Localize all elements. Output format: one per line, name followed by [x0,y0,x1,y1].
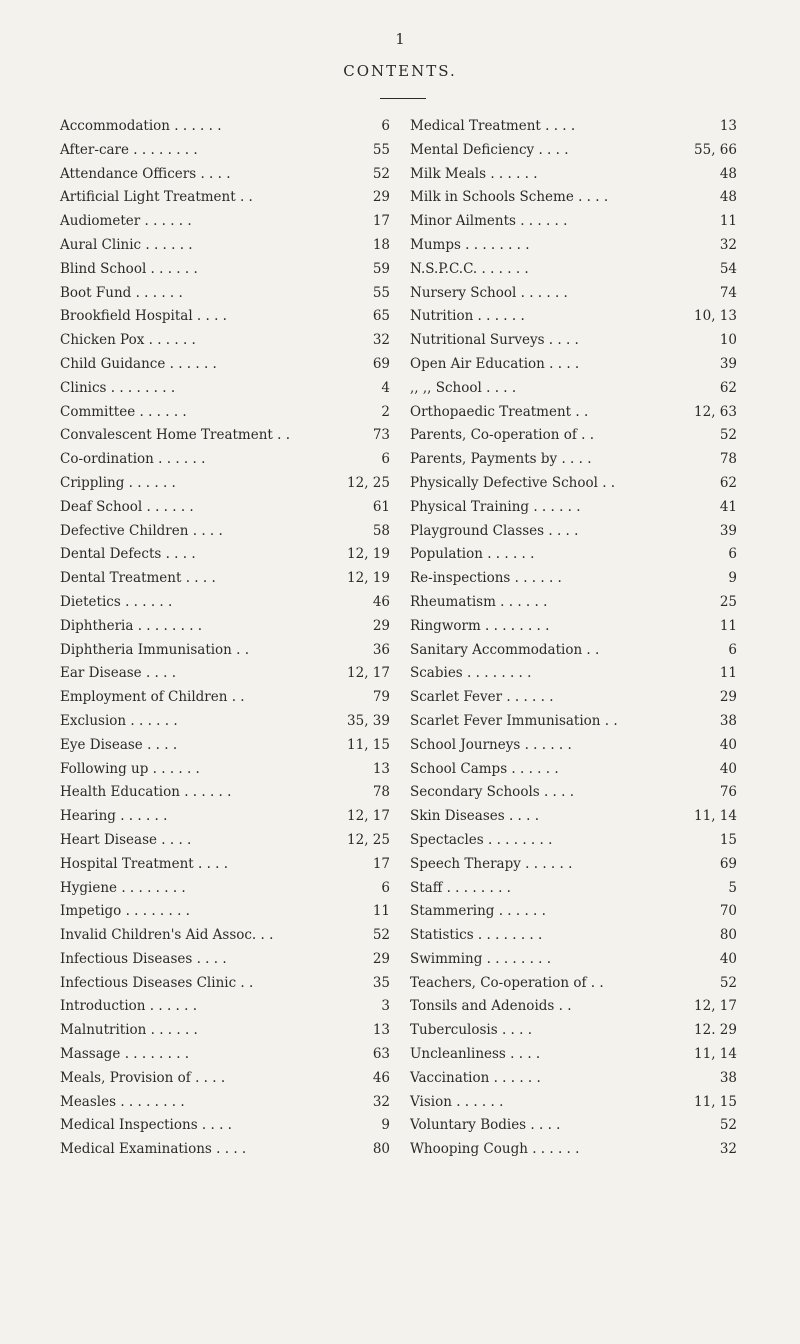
index-entry-page: 9 [381,1117,390,1134]
index-entry [410,1091,737,1115]
index-entry [410,282,737,306]
index-entry [410,234,737,258]
index-column-right [410,115,737,1162]
index-entry [60,1091,390,1115]
index-entry-name: Dental Defects . . . . [60,546,196,563]
index-entry [60,900,390,924]
index-entry-page: 70 [719,903,737,920]
index-entry-page: 11, 15 [347,736,390,753]
index-entry [410,139,737,163]
index-entry [410,258,737,282]
index-entry-page: 54 [719,260,737,277]
index-entry-page: 6 [381,118,390,134]
index-entry-page: 40 [719,760,737,777]
index-entry-page: 25 [719,593,737,610]
index-entry-name: Ringworm . . . . . . . . [410,617,550,634]
index-entry-name: Child Guidance . . . . . . [60,355,217,372]
index-entry [60,472,390,496]
index-entry [410,353,737,377]
index-entry-page: 9 [728,570,737,587]
index-entry-page: 12, 25 [347,831,390,848]
index-entry-page: 79 [372,689,390,706]
index-entry-name: Committee . . . . . . [60,403,187,420]
index-entry [60,1138,390,1162]
index-entry [60,496,390,520]
index-entry-page: 6 [728,641,737,658]
index-entry-page: 46 [372,1069,390,1086]
index-entry-page: 48 [719,189,737,206]
index-entry-page: 11, 14 [694,808,737,825]
index-entry-page: 32 [372,332,390,349]
index-entry-name: Introduction . . . . . . [60,998,197,1015]
index-entry-name: Diphtheria Immunisation . . [60,641,250,658]
index-entry-name: Physical Training . . . . . . [410,498,581,515]
index-entry-page: 39 [719,355,737,372]
index-entry [60,401,390,425]
index-entry [410,520,737,544]
index-entry-page: 29 [719,689,737,706]
index-entry-page: 11 [719,665,737,682]
index-entry [60,282,390,306]
index-entry-name: Infectious Diseases Clinic . . [60,974,254,991]
index-entry-page: 52 [719,1117,737,1134]
index-entry-name: Scarlet Fever Immunisation . . [410,712,618,729]
index-entry [60,734,390,758]
index-entry [60,924,390,948]
index-entry-page: 65 [372,308,390,325]
index-entry-name: Parents, Co-operation of . . [410,427,595,444]
index-entry [410,948,737,972]
index-entry-page: 6 [381,451,390,468]
index-entry-page: 29 [372,950,390,967]
index-entry-page: 6 [381,879,390,896]
index-entry [410,115,737,139]
index-entry-name: Hygiene . . . . . . . . [60,879,186,896]
index-entry [60,1067,390,1091]
index-entry [410,567,737,591]
index-entry-page: 11 [719,213,737,230]
index-entry [410,686,737,710]
index-entry-page: 52 [372,165,390,182]
index-entry-page: 29 [372,189,390,206]
index-entry-page: 55 [372,284,390,301]
index-entry-name: Tuberculosis . . . . [410,1022,532,1039]
index-entry-page: 13 [372,1022,390,1039]
index-entry [410,163,737,187]
index-entry-name: Mumps . . . . . . . . [410,236,530,253]
index-entry [410,496,737,520]
index-entry-page: 46 [372,593,390,610]
index-entry-name: Medical Treatment . . . . [410,118,576,134]
index-entry-page: 13 [719,118,737,134]
index-entry-page: 29 [372,617,390,634]
index-entry [60,520,390,544]
index-entry [60,448,390,472]
index-entry-page: 12, 63 [694,403,737,420]
index-entry [60,210,390,234]
index-entry-page: 10, 13 [694,308,737,325]
index-entry-name: ,, ,, School . . . . [410,379,517,396]
index-entry [60,377,390,401]
index-entry-page: 12, 25 [347,474,390,491]
index-entry [410,1114,737,1138]
index-entry [410,448,737,472]
index-entry-page: 61 [372,498,390,515]
index-entry-name: Exclusion . . . . . . [60,712,178,729]
index-entry [410,924,737,948]
index-entry-name: Audiometer . . . . . . [60,213,192,230]
index-entry-name: Physically Defective School . . [410,474,616,491]
index-entry [60,424,390,448]
index-entry-name: Nutrition . . . . . . [410,308,525,325]
index-entry-page: 52 [719,427,737,444]
index-entry-page: 39 [719,522,737,539]
page-title: CONTENTS. [343,62,457,80]
index-entry-name: Clinics . . . . . . . . [60,379,176,396]
index-entry-name: Aural Clinic . . . . . . [60,236,193,253]
index-entry [410,758,737,782]
index-entry-page: 10 [719,332,737,349]
index-entry-name: Nursery School . . . . . . [410,284,568,301]
index-entry [410,829,737,853]
index-entry [410,1043,737,1067]
index-entry-page: 18 [372,236,390,253]
index-entry-name: Rheumatism . . . . . . [410,593,548,610]
index-entry [60,1114,390,1138]
index-entry-page: 6 [728,546,737,563]
index-entry-name: Open Air Education . . . . [410,355,580,372]
index-entry [60,234,390,258]
index-entry-name: School Camps . . . . . . [410,760,559,777]
index-entry [410,710,737,734]
index-entry [60,662,390,686]
index-entry [60,1019,390,1043]
index-entry-name: Dietetics . . . . . . [60,593,173,610]
index-entry-name: Blind School . . . . . . [60,260,198,277]
index-entry-name: Invalid Children's Aid Assoc. . . [60,927,274,944]
index-entry [410,877,737,901]
index-entry-page: 59 [372,260,390,277]
index-entry-name: Co-ordination . . . . . . [60,451,206,468]
index-entry-name: Whooping Cough . . . . . . [410,1141,580,1158]
index-entry-name: Medical Examinations . . . . [60,1141,247,1158]
index-entry [60,615,390,639]
index-entry-name: Eye Disease . . . . [60,736,178,753]
index-entry-name: Scarlet Fever . . . . . . [410,689,554,706]
index-entry [410,210,737,234]
index-entry-page: 80 [372,1141,390,1158]
index-entry-page: 40 [719,736,737,753]
index-entry-page: 52 [719,974,737,991]
index-entry-name: Re-inspections . . . . . . [410,570,562,587]
index-entry-page: 55 [372,141,390,158]
index-entry-name: Crippling . . . . . . [60,474,176,491]
index-entry [60,781,390,805]
index-entry [60,972,390,996]
index-entry-name: School Journeys . . . . . . [410,736,572,753]
index-entry-name: Diphtheria . . . . . . . . [60,617,203,634]
index-entry [60,543,390,567]
index-entry-name: Impetigo . . . . . . . . [60,903,190,920]
index-entry-name: Statistics . . . . . . . . [410,927,543,944]
index-entry-name: Voluntary Bodies . . . . [410,1117,561,1134]
index-entry-page: 73 [372,427,390,444]
index-entry-name: Heart Disease . . . . [60,831,192,848]
index-entry [410,377,737,401]
index-entry-name: Swimming . . . . . . . . [410,950,552,967]
index-entry-name: Vision . . . . . . [410,1093,504,1110]
index-entry-page: 74 [719,284,737,301]
title-divider [380,98,426,99]
index-entry [60,1043,390,1067]
index-entry-page: 11 [372,903,390,920]
index-entry-name: Milk Meals . . . . . . [410,165,538,182]
index-entry-name: Sanitary Accommodation . . [410,641,600,658]
index-entry-name: Speech Therapy . . . . . . [410,855,573,872]
index-entry [410,900,737,924]
index-entry-name: Infectious Diseases . . . . [60,950,227,967]
index-entry-page: 17 [372,855,390,872]
index-entry-name: Attendance Officers . . . . [60,165,231,182]
index-entry [410,1138,737,1162]
index-entry [410,972,737,996]
index-entry-page: 11 [719,617,737,634]
index-entry-name: Spectacles . . . . . . . . [410,831,553,848]
index-entry-name: Vaccination . . . . . . [410,1069,541,1086]
index-entry-page: 62 [719,379,737,396]
index-entry [410,329,737,353]
index-entry-name: Population . . . . . . [410,546,535,563]
index-entry-name: Mental Deficiency . . . . [410,141,569,158]
index-entry-page: 80 [719,927,737,944]
index-entry-page: 55, 66 [694,141,737,158]
index-entry-name: Teachers, Co-operation of . . [410,974,604,991]
index-entry [60,258,390,282]
index-entry-page: 69 [719,855,737,872]
index-entry-page: 63 [372,1046,390,1063]
index-entry-page: 41 [719,498,737,515]
index-entry-page: 32 [372,1093,390,1110]
index-entry-name: Boot Fund . . . . . . [60,284,183,301]
index-entry-name: Following up . . . . . . [60,760,200,777]
index-entry [60,639,390,663]
index-entry [410,805,737,829]
index-entry-page: 3 [381,998,390,1015]
index-entry-name: Massage . . . . . . . . [60,1046,190,1063]
index-entry [60,139,390,163]
index-entry [410,591,737,615]
index-entry [60,710,390,734]
index-entry [410,401,737,425]
index-entry [410,1019,737,1043]
index-entry [60,877,390,901]
index-entry [410,186,737,210]
index-entry-name: Deaf School . . . . . . [60,498,194,515]
index-entry [410,781,737,805]
index-entry-name: Artificial Light Treatment . . [60,189,253,206]
index-entry [410,662,737,686]
index-entry-page: 32 [719,236,737,253]
index-entry-name: Milk in Schools Scheme . . . . [410,189,609,206]
index-entry-page: 62 [719,474,737,491]
index-entry [410,995,737,1019]
index-entry-name: Meals, Provision of . . . . [60,1069,226,1086]
index-entry [60,948,390,972]
index-entry-name: Tonsils and Adenoids . . [410,998,572,1015]
index-entry-name: Measles . . . . . . . . [60,1093,185,1110]
index-entry-page: 36 [372,641,390,658]
index-entry [60,305,390,329]
index-entry-name: Employment of Children . . [60,689,245,706]
index-entry-page: 52 [372,927,390,944]
index-entry [60,186,390,210]
index-entry [60,329,390,353]
index-entry-page: 76 [719,784,737,801]
index-entry-name: Staff . . . . . . . . [410,879,511,896]
index-entry-name: Brookfield Hospital . . . . [60,308,227,325]
index-entry-page: 11, 14 [694,1046,737,1063]
index-entry-page: 11, 15 [694,1093,737,1110]
index-entry-name: After-care . . . . . . . . [60,141,198,158]
index-entry-name: Accommodation . . . . . . [60,118,222,134]
index-entry [410,734,737,758]
index-entry-page: 78 [719,451,737,468]
index-entry-page: 13 [372,760,390,777]
index-entry-name: Hearing . . . . . . [60,808,168,825]
index-entry-page: 78 [372,784,390,801]
index-entry-page: 38 [719,1069,737,1086]
index-entry-name: Orthopaedic Treatment . . [410,403,589,420]
index-entry-name: Parents, Payments by . . . . [410,451,592,468]
index-entry-name: Chicken Pox . . . . . . [60,332,196,349]
index-entry [60,853,390,877]
index-entry [60,163,390,187]
index-entry-page: 38 [719,712,737,729]
index-entry-page: 12, 17 [347,665,390,682]
index-entry-page: 5 [728,879,737,896]
index-entry [60,115,390,139]
index-entry [410,1067,737,1091]
index-entry-name: Malnutrition . . . . . . [60,1022,198,1039]
index-entry [60,758,390,782]
index-entry-page: 2 [381,403,390,420]
index-entry [410,472,737,496]
index-entry [410,639,737,663]
index-entry-page: 17 [372,213,390,230]
index-entry-page: 35 [372,974,390,991]
index-entry-name: Minor Ailments . . . . . . [410,213,568,230]
index-entry-name: Scabies . . . . . . . . [410,665,532,682]
index-entry-name: Skin Diseases . . . . [410,808,540,825]
index-entry [60,591,390,615]
index-entry-name: Uncleanliness . . . . [410,1046,541,1063]
index-entry-page: 4 [381,379,390,396]
index-entry [60,686,390,710]
index-entry [60,567,390,591]
index-entry-page: 32 [719,1141,737,1158]
index-entry-page: 12. 29 [694,1022,737,1039]
index-entry-name: Health Education . . . . . . [60,784,232,801]
index-entry [410,615,737,639]
index-entry-name: Secondary Schools . . . . [410,784,575,801]
index-entry [60,829,390,853]
index-entry-page: 69 [372,355,390,372]
index-entry-name: Dental Treatment . . . . [60,570,216,587]
page-number: 1 [395,30,405,48]
index-column-left [60,115,390,1162]
index-entry [60,353,390,377]
index-entry-page: 58 [372,522,390,539]
index-entry-page: 48 [719,165,737,182]
index-entry-name: Hospital Treatment . . . . [60,855,229,872]
index-entry-name: Defective Children . . . . [60,522,223,539]
index-entry-page: 12, 17 [694,998,737,1015]
index-entry [410,853,737,877]
index-entry-page: 12, 19 [347,546,390,563]
index-entry [60,805,390,829]
index-entry-name: Nutritional Surveys . . . . [410,332,579,349]
index-entry [410,424,737,448]
index-entry-name: Stammering . . . . . . [410,903,546,920]
index-entry-page: 12, 19 [347,570,390,587]
index-entry [410,543,737,567]
index-entry-page: 12, 17 [347,808,390,825]
index-entry-page: 15 [719,831,737,848]
index-entry-name: Convalescent Home Treatment . . [60,427,291,444]
index-entry [410,305,737,329]
index-entry [60,995,390,1019]
index-entry-page: 35, 39 [347,712,390,729]
index-entry-page: 40 [719,950,737,967]
index-entry-name: Medical Inspections . . . . [60,1117,232,1134]
index-entry-name: Playground Classes . . . . [410,522,579,539]
index-entry-name: Ear Disease . . . . [60,665,177,682]
index-entry-name: N.S.P.C.C. . . . . . . [410,260,529,277]
